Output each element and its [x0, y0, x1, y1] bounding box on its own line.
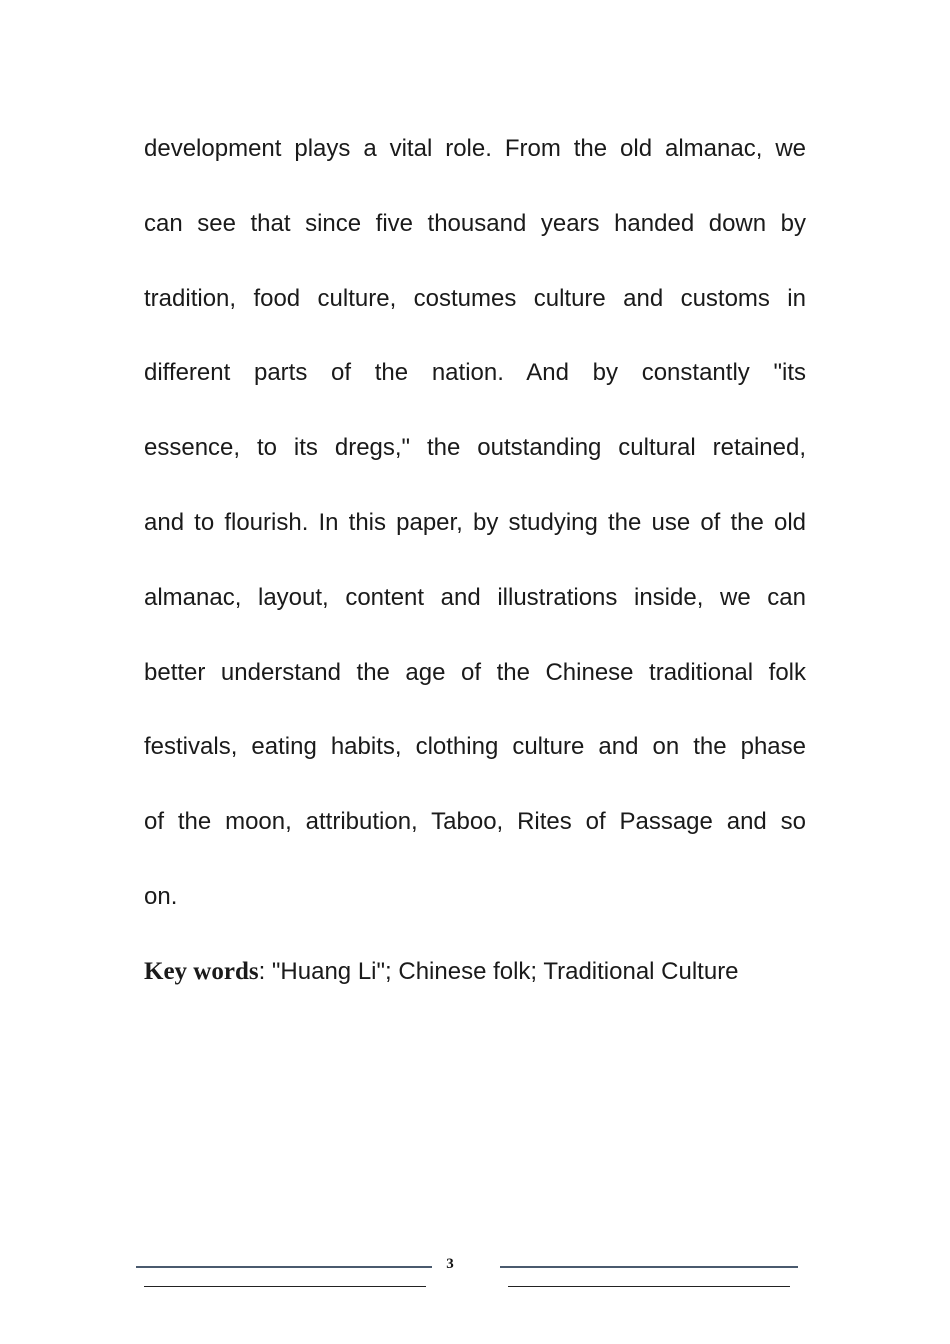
- paragraph-line: on.: [144, 882, 178, 910]
- paragraph-line: festivals, eating habits, clothing culture and on the phase: [144, 733, 806, 761]
- keywords-label: Key words: [144, 958, 259, 985]
- paragraph-line: almanac, layout, content and illustrations inside, we can: [144, 583, 806, 611]
- footer-rule-left: [136, 1266, 432, 1268]
- paragraph-line: tradition, food culture, costumes culture and customs in: [144, 284, 806, 312]
- page-footer: [0, 1250, 950, 1300]
- paragraph-line: better understand the age of the Chinese traditional folk: [144, 658, 806, 686]
- page-number: 3: [446, 1256, 454, 1272]
- footer-rule-right: [500, 1266, 798, 1268]
- paragraph-line: development plays a vital role. From the old almanac, we: [144, 135, 806, 162]
- paragraph-line: and to flourish. In this paper, by studying the use of the old: [144, 508, 806, 536]
- keywords-line: [144, 948, 844, 996]
- keywords-text: : "Huang Li"; Chinese folk; Traditional Culture: [258, 958, 739, 985]
- paragraph-line: can see that since five thousand years handed down by: [144, 209, 806, 237]
- paragraph-line: essence, to its dregs," the outstanding cultural retained,: [144, 434, 806, 462]
- abstract-paragraph: [144, 112, 806, 935]
- paragraph-line: of the moon, attribution, Taboo, Rites of Passage and so: [144, 808, 806, 836]
- paragraph-line: different parts of the nation. And by constantly "its: [144, 359, 806, 387]
- footer-rule-left-thin: [144, 1286, 426, 1287]
- footer-rule-right-thin: [508, 1286, 790, 1287]
